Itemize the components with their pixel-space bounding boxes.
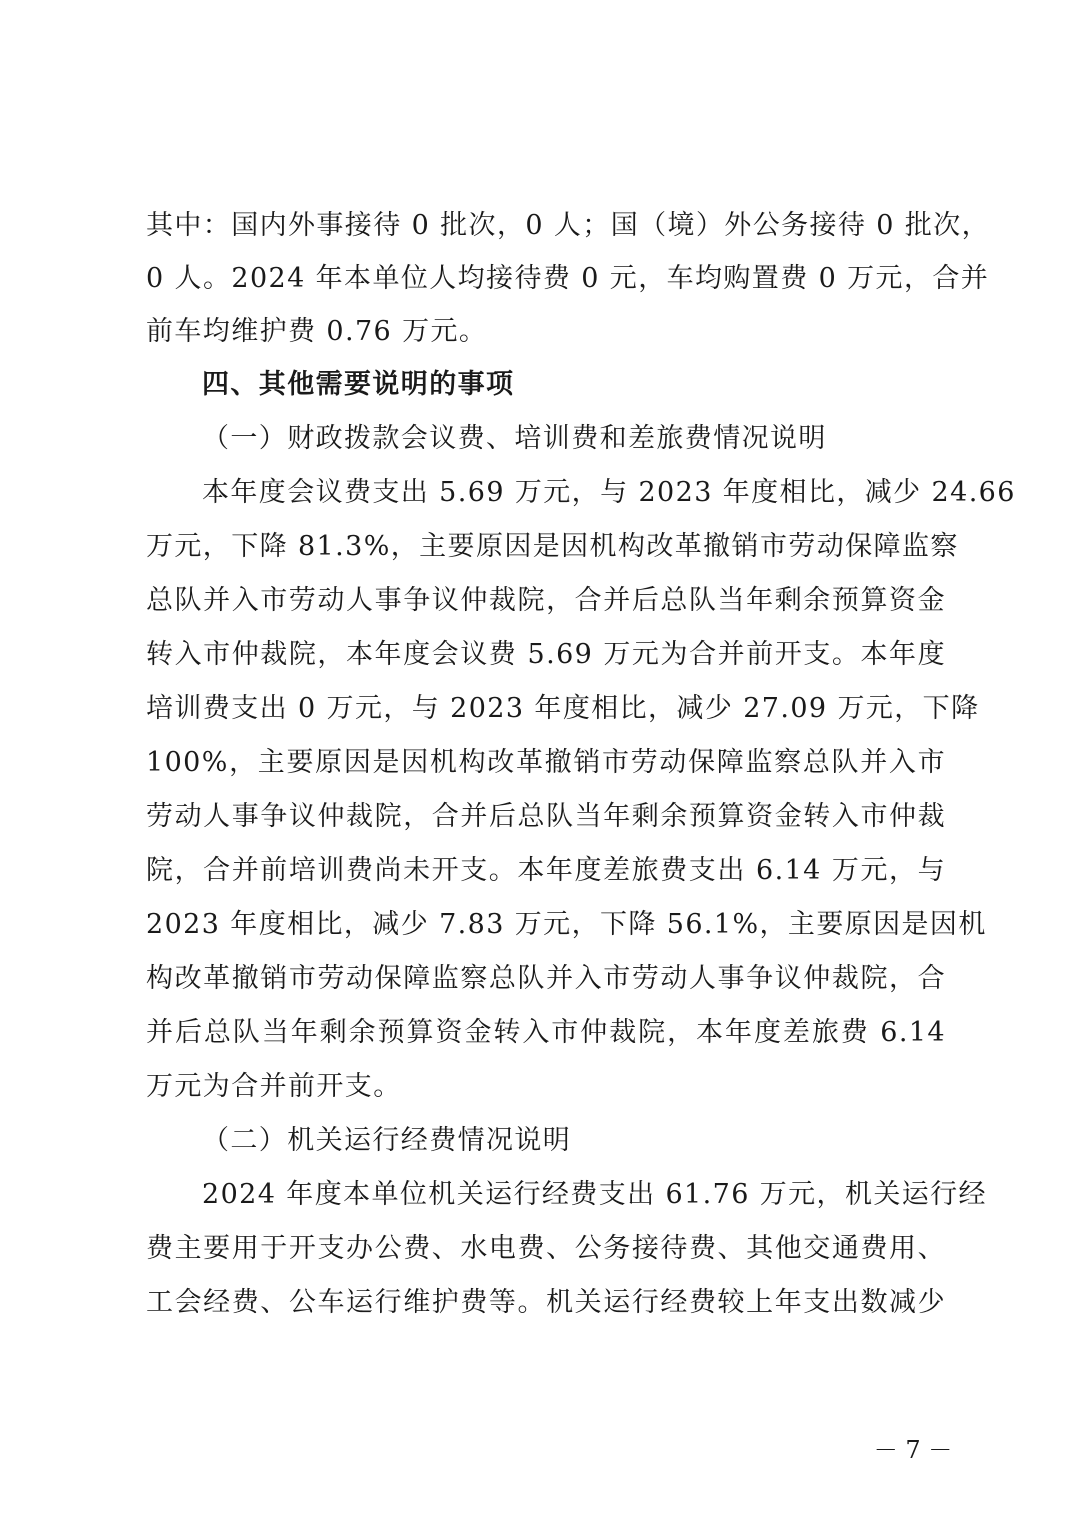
body-text-line: 总队并入市劳动人事争议仲裁院，合并后总队当年剩余预算资金: [146, 585, 946, 616]
body-text-line: 2023 年度相比，减少 7.83 万元，下降 56.1%，主要原因是因机: [146, 909, 987, 940]
page-number: － 7 －: [873, 1436, 953, 1464]
body-text-line: 万元，下降 81.3%，主要原因是因机构改革撤销市劳动保障监察: [146, 531, 959, 562]
body-text-line: 转入市仲裁院，本年度会议费 5.69 万元为合并前开支。本年度: [146, 639, 946, 670]
body-text-line: 劳动人事争议仲裁院，合并后总队当年剩余预算资金转入市仲裁: [146, 801, 946, 832]
body-text-line: 培训费支出 0 万元，与 2023 年度相比，减少 27.09 万元，下降: [146, 693, 980, 724]
subsection-heading: （二）机关运行经费情况说明: [202, 1125, 572, 1156]
body-text-line: 0 人。2024 年本单位人均接待费 0 元，车均购置费 0 万元，合并: [146, 263, 990, 294]
body-text-line: 工会经费、公车运行维护费等。机关运行经费较上年支出数减少: [146, 1287, 946, 1318]
body-text-line: 其中：国内外事接待 0 批次，0 人；国（境）外公务接待 0 批次，: [146, 210, 991, 241]
body-text-line: 2024 年度本单位机关运行经费支出 61.76 万元，机关运行经: [202, 1179, 987, 1210]
body-text-line: 院，合并前培训费尚未开支。本年度差旅费支出 6.14 万元，与: [146, 855, 946, 886]
subsection-heading: （一）财政拨款会议费、培训费和差旅费情况说明: [202, 423, 827, 454]
section-heading: 四、其他需要说明的事项: [202, 369, 515, 400]
body-text-line: 前车均维护费 0.76 万元。: [146, 316, 488, 347]
body-text-line: 100%，主要原因是因机构改革撤销市劳动保障监察总队并入市: [146, 747, 946, 778]
body-text-line: 本年度会议费支出 5.69 万元，与 2023 年度相比，减少 24.66: [202, 477, 1016, 508]
body-text-line: 费主要用于开支办公费、水电费、公务接待费、其他交通费用、: [146, 1233, 946, 1264]
body-text-line: 构改革撤销市劳动保障监察总队并入市劳动人事争议仲裁院，合: [146, 963, 946, 994]
body-text-line: 万元为合并前开支。: [146, 1071, 402, 1102]
body-text-line: 并后总队当年剩余预算资金转入市仲裁院，本年度差旅费 6.14: [146, 1017, 946, 1048]
